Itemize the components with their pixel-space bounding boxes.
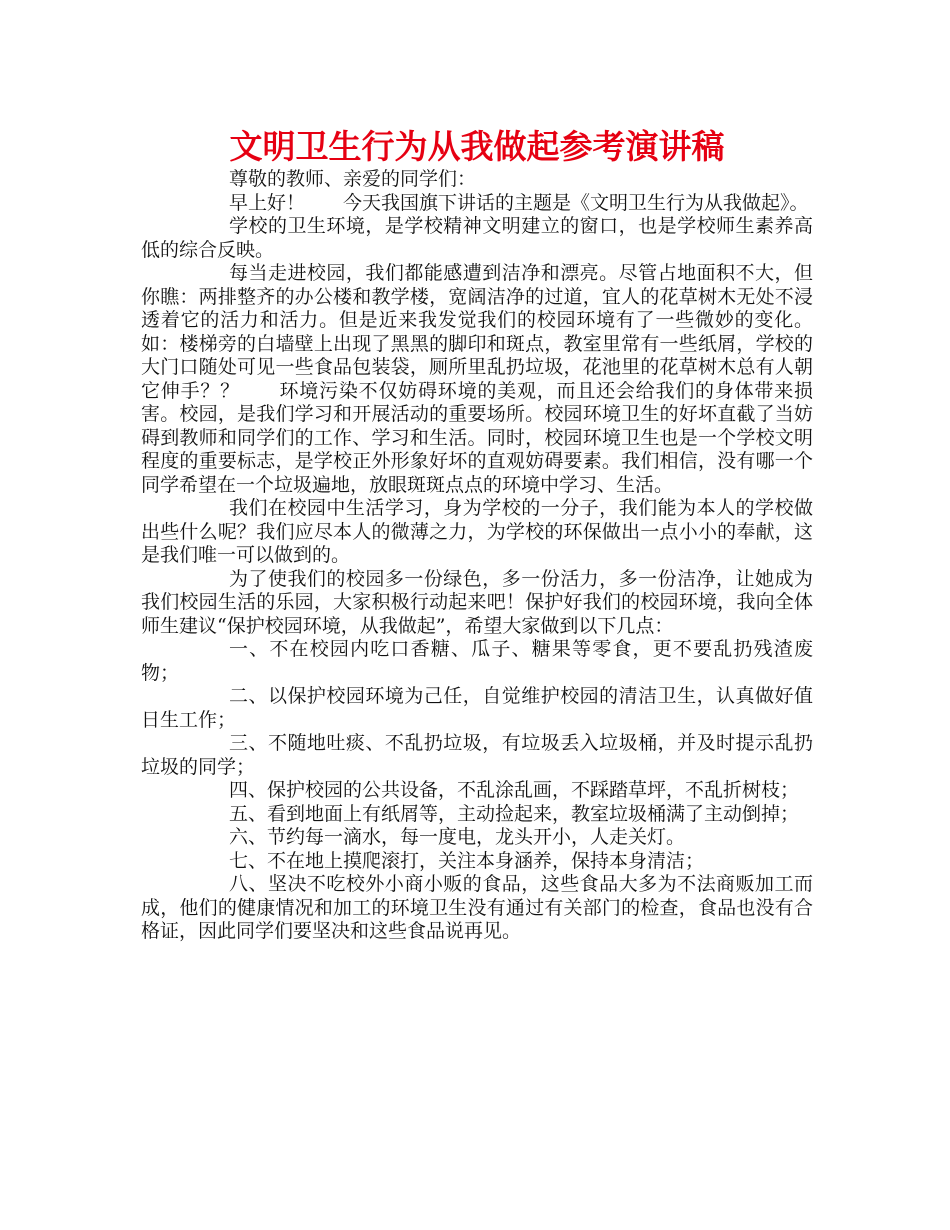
list-item: 一、不在校园内吃口香糖、瓜子、糖果等零食，更不要乱扔残渣废物； (141, 638, 813, 684)
list-item: 二、以保护校园环境为己任，自觉维护校园的清洁卫生，认真做好值日生工作； (141, 685, 813, 731)
salutation: 尊敬的教师、亲爱的同学们： (229, 168, 477, 190)
list-item: 六、节约每一滴水，每一度电，龙头开小，人走关灯。 (229, 826, 686, 848)
list-item: 五、看到地面上有纸屑等，主动捡起来，教室垃圾桶满了主动倒掉； (229, 802, 800, 825)
list-item: 七、不在地上摸爬滚打，关注本身涵养，保持本身清洁； (229, 849, 705, 872)
list-item: 八、坚决不吃校外小商小贩的食品，这些食品大多为不法商贩加工而成，他们的健康情况和加工的环境卫生没有通过有关部门的检查，食品也没有合格证，因此同学们要坚决和这些食品说再见。 (141, 873, 813, 942)
document-page (141, 126, 813, 944)
body-paragraph: 学校的卫生环境，是学校精神文明建立的窗口，也是学校师生素养高低的综合反映。 (141, 215, 813, 261)
body-paragraph: 为了使我们的校园多一份绿色，多一份活力，多一份洁净，让她成为我们校园生活的乐园，大家积极行动起来吧！保护好我们的校园环境，我向全体师生建议“保护校园环境，从我做起”，希望大家做到以下几点： (141, 567, 813, 637)
body-paragraph: 每当走进校园，我们都能感遭到洁净和漂亮。尽管占地面积不大，但你瞧：两排整齐的办公楼和教学楼，宽阔洁净的过道，宜人的花草树木无处不浸透着它的活力和活力。但是近来我发觉我们的校园环境有了一些微妙的变化。如：楼梯旁的白墙壁上出现了黑黑的脚印和斑点，教室里常有一些纸屑，学校的大门口随处可见一些食品包装袋，厕所里乱扔垃圾，花池里的花草树木总有人朝它伸手？？ 环境污染不仅妨碍环境的美观，而且还会给我们的身体带来损害。校园，是我们学习和开展活动的重要场所。校园环境卫生的好坏直截了当妨碍到教师和同学们的工作、学习和生活。同时，校园环境卫生也是一个学校文明程度的重要标志，是学校正外形象好坏的直观妨碍要素。我们相信，没有哪一个同学希望在一个垃圾遍地，放眼斑斑点点的环境中学习、生活。 (141, 262, 813, 496)
list-item: 三、不随地吐痰、不乱扔垃圾，有垃圾丢入垃圾桶，并及时提示乱扔垃圾的同学； (141, 732, 813, 778)
greeting-paragraph: 早上好！ 今天我国旗下讲话的主题是《文明卫生行为从我做起》。 (229, 191, 809, 214)
list-item: 四、保护校园的公共设备，不乱涂乱画，不踩踏草坪，不乱折树枝； (229, 779, 800, 801)
body-paragraph: 我们在校园中生活学习，身为学校的一分子，我们能为本人的学校做出些什么呢？我们应尽本人的微薄之力，为学校的环保做出一点小小的奉献，这是我们唯一可以做到的。 (141, 497, 813, 566)
document-title: 文明卫生行为从我做起参考演讲稿 (229, 127, 725, 166)
